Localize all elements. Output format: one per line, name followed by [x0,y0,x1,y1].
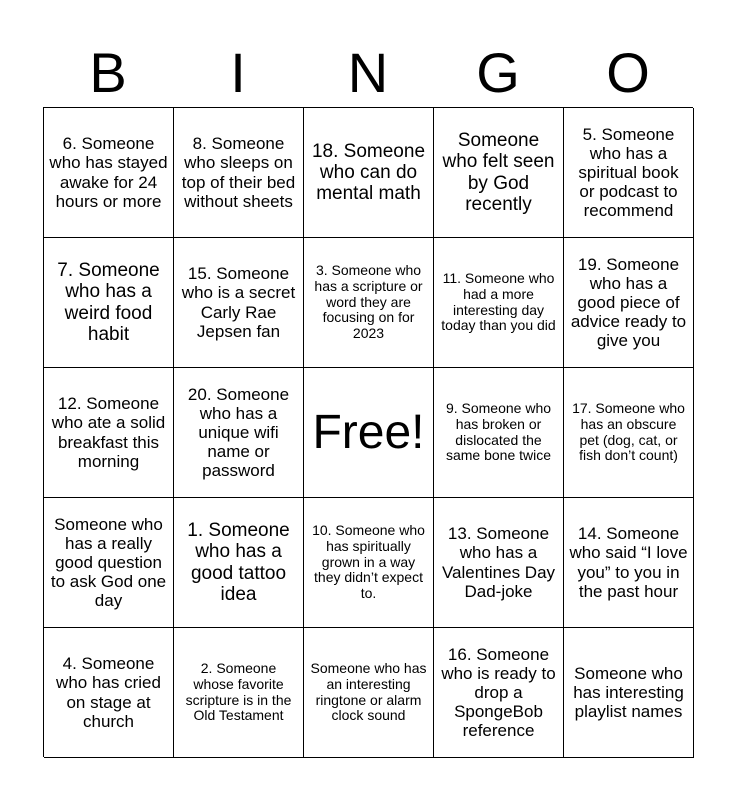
bingo-cell[interactable] [174,628,304,758]
bingo-cell-text: Someone who has a really good question to ask God one day [50,514,167,611]
bingo-cell-text: 17. Someone who has an obscure pet (dog, cat, or fish don’t count) [572,400,685,464]
bingo-cell[interactable] [304,628,434,758]
bingo-cell[interactable] [174,108,304,238]
bingo-cell-text: 4. Someone who has cried on stage at church [56,654,161,731]
bingo-cell-text: 14. Someone who said “I love you” to you in the past hour [569,524,688,601]
header-letter-g: G [476,41,520,104]
bingo-cell[interactable] [434,498,564,628]
bingo-cell[interactable] [174,238,304,368]
bingo-cell[interactable] [44,368,174,498]
bingo-cell[interactable] [564,498,694,628]
bingo-cell-text: Someone who felt seen by God recently [442,129,555,215]
bingo-header [43,40,693,106]
bingo-cell-text: Free! [312,405,425,459]
header-letter-o: O [606,41,650,104]
bingo-cell-text: 15. Someone who is a secret Carly Rae Jepsen fan [181,264,296,341]
bingo-cell-text: 13. Someone who has a Valentines Day Dad-joke [441,524,556,601]
bingo-cell-text: Someone who has an interesting ringtone or alarm clock sound [310,660,427,724]
bingo-cell-text: 8. Someone who sleeps on top of their bed without sheets [181,134,296,211]
header-letter-i: I [230,41,246,104]
bingo-cell[interactable] [564,108,694,238]
bingo-cell-text: 6. Someone who has stayed awake for 24 hours or more [49,134,168,211]
bingo-cell[interactable] [174,498,304,628]
bingo-cell-text: 5. Someone who has a spiritual book or podcast to recommend [578,124,679,221]
bingo-cell[interactable] [44,238,174,368]
bingo-cell[interactable] [44,498,174,628]
bingo-cell[interactable] [564,628,694,758]
bingo-cell[interactable] [434,108,564,238]
bingo-cell-text: 2. Someone whose favorite scripture is in the Old Testament [185,660,292,724]
bingo-cell[interactable] [434,628,564,758]
bingo-grid [43,107,693,757]
bingo-cell[interactable] [564,238,694,368]
bingo-cell[interactable] [174,368,304,498]
header-letter-b: B [89,41,127,104]
bingo-cell-text: 12. Someone who ate a solid breakfast this morning [51,394,166,471]
bingo-cell[interactable] [304,238,434,368]
bingo-cell[interactable] [44,628,174,758]
bingo-cell-text: 20. Someone who has a unique wifi name or password [187,384,290,481]
bingo-cell-text: 3. Someone who has a scripture or word they are focusing on for 2023 [314,262,423,341]
bingo-cell[interactable] [304,498,434,628]
bingo-cell[interactable] [434,238,564,368]
bingo-cell[interactable] [304,108,434,238]
bingo-cell-text: 11. Someone who had a more interesting day today than you did [441,270,556,334]
bingo-cell[interactable] [434,368,564,498]
bingo-cell-text: 19. Someone who has a good piece of advice ready to give you [570,254,687,351]
bingo-cell-text: 18. Someone who can do mental math [311,140,426,205]
bingo-cell[interactable] [564,368,694,498]
free-space-cell[interactable] [304,368,434,498]
header-letter-n: N [347,41,389,104]
bingo-cell-text: 9. Someone who has broken or dislocated the same bone twice [445,400,552,464]
bingo-cell-text: 1. Someone who has a good tattoo idea [187,519,290,605]
bingo-cell-text: 10. Someone who has spiritually grown in a way they didn’t expect to. [312,522,425,601]
bingo-cell-text: Someone who has interesting playlist names [573,663,684,722]
bingo-cell-text: 7. Someone who has a weird food habit [57,259,160,345]
bingo-cell-text: 16. Someone who is ready to drop a SpongeBob reference [441,644,556,741]
bingo-cell[interactable] [44,108,174,238]
